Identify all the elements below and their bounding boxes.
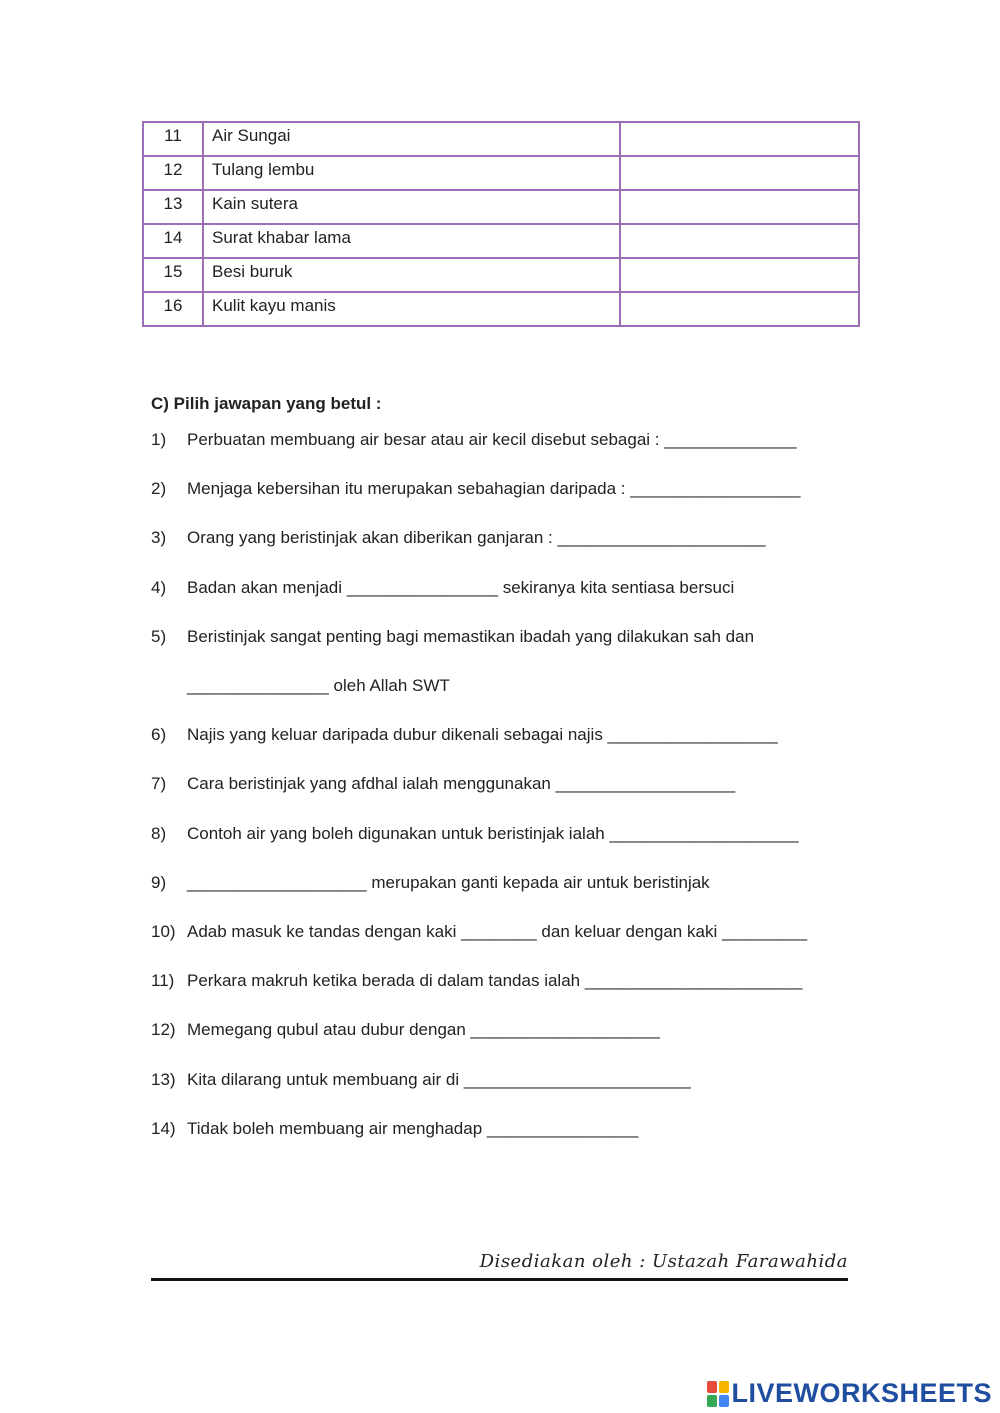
item-name: Tulang lembu xyxy=(203,156,620,190)
question-number: 2) xyxy=(151,479,167,499)
question-number: 9) xyxy=(151,872,167,892)
question-number: 13) xyxy=(151,1069,176,1089)
question-number: 10) xyxy=(151,922,176,941)
question-number: 7) xyxy=(151,774,167,794)
answer-cell[interactable] xyxy=(620,258,859,292)
table-row xyxy=(143,156,859,190)
table-row xyxy=(143,190,859,224)
question-item xyxy=(151,479,800,499)
question-item xyxy=(151,824,799,844)
question-number: 8) xyxy=(151,823,167,843)
table-row xyxy=(143,224,859,258)
question-text[interactable]: Adab masuk ke tandas dengan kaki ________ dan keluar dengan kaki _________ xyxy=(187,922,808,941)
question-number: 12) xyxy=(151,1020,176,1040)
answer-cell[interactable] xyxy=(620,224,859,258)
row-number: 13 xyxy=(143,190,203,224)
question-text[interactable]: Cara beristinjak yang afdhal ialah menggunakan ___________________ xyxy=(187,774,736,794)
table-row xyxy=(143,292,859,326)
question-text[interactable]: Perbuatan membuang air besar atau air kecil disebut sebagai : ______________ xyxy=(187,430,797,449)
question-text[interactable]: ___________________ merupakan ganti kepada air untuk beristinjak xyxy=(187,872,710,892)
question-text[interactable]: Badan akan menjadi ________________ sekiranya kita sentiasa bersuci xyxy=(187,577,735,597)
table-row xyxy=(143,258,859,292)
question-text[interactable]: Tidak boleh membuang air menghadap ________________ xyxy=(187,1118,639,1138)
question-number: 14) xyxy=(151,1118,176,1138)
question-item xyxy=(151,430,797,450)
question-text[interactable]: _______________ oleh Allah SWT xyxy=(187,676,450,695)
question-text[interactable]: Menjaga kebersihan itu merupakan sebahagian daripada : __________________ xyxy=(187,479,801,499)
answer-cell[interactable] xyxy=(620,122,859,156)
item-name: Surat khabar lama xyxy=(203,224,620,258)
section-c-title: C) Pilih jawapan yang betul : xyxy=(151,394,382,413)
table-row xyxy=(143,122,859,156)
question-item xyxy=(151,1070,691,1090)
liveworksheets-logo-icon xyxy=(707,1381,729,1407)
item-name: Kain sutera xyxy=(203,190,620,224)
row-number: 12 xyxy=(143,156,203,190)
question-item xyxy=(151,528,765,548)
question-item xyxy=(151,725,778,745)
question-item xyxy=(151,971,802,991)
prepared-by-signature: Disediakan oleh : Ustazah Farawahida xyxy=(479,1251,848,1272)
question-text[interactable]: Orang yang beristinjak akan diberikan ganjaran : ______________________ xyxy=(187,528,766,548)
question-item xyxy=(151,1119,638,1139)
question-text[interactable]: Memegang qubul atau dubur dengan ____________________ xyxy=(187,1020,660,1040)
question-item xyxy=(151,774,735,794)
item-name: Kulit kayu manis xyxy=(203,292,620,326)
row-number: 16 xyxy=(143,292,203,326)
question-text[interactable]: Beristinjak sangat penting bagi memastikan ibadah yang dilakukan sah dan xyxy=(187,626,755,646)
question-item xyxy=(187,676,450,696)
item-name: Air Sungai xyxy=(203,122,620,156)
liveworksheets-logo-text: LIVEWORKSHEETS xyxy=(731,1378,992,1408)
row-number: 15 xyxy=(143,258,203,292)
question-item xyxy=(151,922,807,942)
answer-cell[interactable] xyxy=(620,156,859,190)
question-text[interactable]: Contoh air yang boleh digunakan untuk beristinjak ialah ____________________ xyxy=(187,823,799,843)
question-item xyxy=(151,873,710,893)
row-number: 14 xyxy=(143,224,203,258)
question-number: 4) xyxy=(151,577,167,597)
question-item xyxy=(151,1020,660,1040)
question-number: 11) xyxy=(151,971,175,991)
items-table xyxy=(142,121,860,327)
question-number: 6) xyxy=(151,725,167,745)
question-text[interactable]: Kita dilarang untuk membuang air di ________________________ xyxy=(187,1069,691,1089)
item-name: Besi buruk xyxy=(203,258,620,292)
answer-cell[interactable] xyxy=(620,190,859,224)
answer-cell[interactable] xyxy=(620,292,859,326)
question-number: 3) xyxy=(151,528,167,548)
question-number: 5) xyxy=(151,626,167,646)
row-number: 11 xyxy=(143,122,203,156)
question-item xyxy=(151,578,734,598)
question-text[interactable]: Najis yang keluar daripada dubur dikenali sebagai najis __________________ xyxy=(187,725,778,745)
liveworksheets-logo[interactable] xyxy=(707,1378,992,1409)
question-text[interactable]: Perkara makruh ketika berada di dalam tandas ialah _______________________ xyxy=(187,971,803,991)
signature-line xyxy=(151,1278,848,1281)
question-item xyxy=(151,627,754,647)
question-number: 1) xyxy=(151,430,167,449)
